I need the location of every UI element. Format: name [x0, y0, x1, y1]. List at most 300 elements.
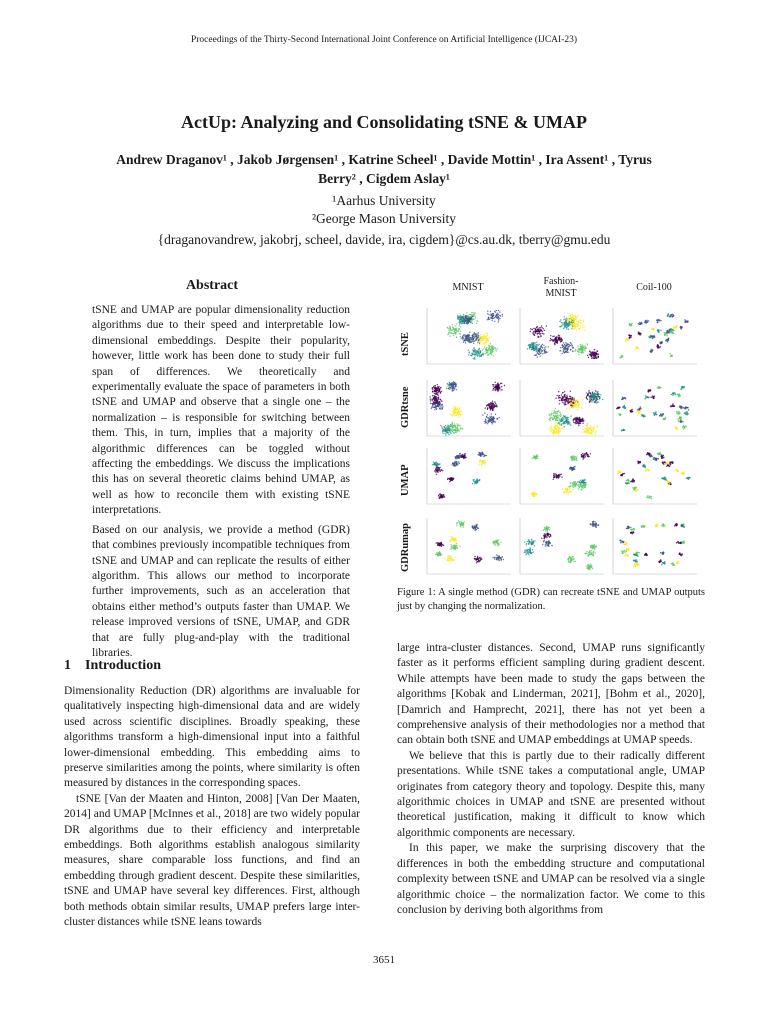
embedding-point: [575, 481, 576, 482]
embedding-point: [485, 422, 486, 423]
embedding-point: [451, 332, 452, 333]
embedding-point: [652, 350, 654, 352]
embedding-point: [488, 314, 489, 315]
embedding-point: [572, 325, 573, 326]
embedding-point: [468, 350, 469, 351]
embedding-point: [542, 344, 543, 345]
embedding-point: [441, 554, 442, 555]
affiliation-1: ¹Aarhus University: [332, 193, 436, 208]
embedding-point: [574, 486, 575, 487]
embedding-point: [588, 391, 589, 392]
embedding-point: [565, 403, 566, 404]
author-list: [60, 150, 708, 188]
embedding-point: [465, 335, 466, 336]
embedding-point: [681, 327, 683, 329]
embedding-point: [473, 479, 474, 480]
embedding-point: [463, 338, 464, 339]
embedding-panel: [516, 446, 606, 508]
embedding-point: [436, 464, 437, 465]
embedding-point: [657, 344, 659, 346]
embedding-point: [463, 524, 464, 525]
embedding-point: [493, 541, 494, 542]
embedding-point: [564, 426, 565, 427]
embedding-point: [448, 428, 449, 429]
embedding-point: [459, 325, 460, 326]
embedding-point: [440, 425, 441, 426]
embedding-point: [533, 345, 534, 346]
embedding-point: [581, 489, 582, 490]
embedding-point: [559, 427, 560, 428]
embedding-point: [456, 523, 457, 524]
embedding-point: [570, 343, 571, 344]
embedding-point: [572, 467, 573, 468]
embedding-point: [459, 333, 460, 334]
embedding-point: [480, 559, 481, 560]
embedding-point: [596, 391, 597, 392]
embedding-point: [530, 493, 531, 494]
embedding-point: [459, 453, 460, 454]
embedding-point: [535, 331, 536, 332]
embedding-point: [553, 473, 554, 474]
embedding-point: [537, 330, 538, 331]
embedding-point: [437, 386, 438, 387]
embedding-point: [497, 348, 498, 349]
embedding-point: [582, 426, 583, 427]
embedding-point: [584, 453, 585, 454]
embedding-point: [534, 334, 535, 335]
embedding-point: [448, 385, 449, 386]
embedding-point: [647, 469, 649, 471]
embedding-point: [498, 388, 499, 389]
embedding-point: [439, 553, 440, 554]
embedding-point: [493, 388, 494, 389]
embedding-point: [570, 560, 571, 561]
embedding-point: [450, 540, 451, 541]
embedding-point: [582, 399, 583, 400]
embedding-point: [566, 349, 567, 350]
embedding-point: [480, 453, 481, 454]
embedding-point: [443, 494, 444, 495]
embedding-point: [497, 545, 498, 546]
embedding-point: [592, 399, 593, 400]
embedding-point: [464, 457, 465, 458]
authors-line-2: Berry² , Cigdem Aslay¹: [318, 171, 450, 186]
embedding-point: [455, 410, 456, 411]
embedding-point: [476, 562, 477, 563]
embedding-point: [573, 485, 574, 486]
embedding-point: [688, 477, 690, 479]
embedding-point: [565, 416, 566, 417]
embedding-point: [687, 407, 689, 409]
embedding-point: [485, 419, 486, 420]
embedding-point: [490, 311, 491, 312]
embedding-point: [554, 432, 555, 433]
embedding-point: [570, 402, 571, 403]
embedding-point: [454, 463, 455, 464]
embedding-point: [445, 425, 446, 426]
figure-column-label-coil-100: Coil-100: [636, 282, 672, 293]
embedding-point: [484, 421, 485, 422]
embedding-point: [554, 423, 555, 424]
embedding-point: [489, 353, 490, 354]
embedding-point: [499, 315, 500, 316]
embedding-point: [593, 430, 594, 431]
embedding-point: [598, 524, 599, 525]
embedding-point: [645, 322, 647, 324]
embedding-point: [448, 332, 449, 333]
embedding-point: [582, 349, 583, 350]
embedding-point: [563, 328, 564, 329]
embedding-point: [565, 488, 566, 489]
embedding-point: [591, 546, 592, 547]
embedding-point: [463, 317, 464, 318]
embedding-point: [637, 489, 639, 491]
embedding-point: [671, 331, 673, 333]
embedding-point: [458, 430, 459, 431]
embedding-point: [550, 417, 551, 418]
embedding-point: [442, 432, 443, 433]
embedding-point: [572, 486, 573, 487]
embedding-point: [568, 325, 569, 326]
embedding-point: [464, 319, 465, 320]
embedding-point: [566, 490, 567, 491]
embedding-point: [500, 542, 501, 543]
embedding-point: [586, 435, 587, 436]
embedding-point: [625, 340, 627, 342]
embedding-point: [449, 432, 450, 433]
embedding-point: [644, 398, 646, 400]
embedding-point: [622, 429, 624, 431]
embedding-point: [593, 393, 594, 394]
embedding-point: [441, 494, 442, 495]
embedding-point: [548, 427, 549, 428]
embedding-point: [647, 396, 649, 398]
embedding-point: [487, 417, 488, 418]
embedding-point: [487, 350, 488, 351]
embedding-point: [479, 348, 480, 349]
embedding-point: [546, 545, 547, 546]
embedding-point: [572, 397, 573, 398]
embedding-point: [571, 558, 572, 559]
embedding-point: [490, 407, 491, 408]
embedding-point: [624, 408, 626, 410]
embedding-point: [595, 356, 596, 357]
embedding-point: [588, 569, 589, 570]
embedding-point: [584, 457, 585, 458]
embedding-point: [572, 457, 573, 458]
embedding-point: [529, 344, 530, 345]
embedding-point: [542, 544, 543, 545]
embedding-point: [594, 395, 595, 396]
embedding-point: [456, 525, 457, 526]
embedding-point: [454, 415, 455, 416]
embedding-point: [445, 431, 446, 432]
embedding-point: [542, 331, 543, 332]
embedding-point: [470, 319, 471, 320]
embedding-point: [594, 525, 595, 526]
embedding-point: [479, 344, 480, 345]
embedding-point: [474, 334, 475, 335]
embedding-point: [455, 540, 456, 541]
embedding-point: [476, 334, 477, 335]
embedding-point: [475, 316, 476, 317]
embedding-point: [482, 353, 483, 354]
embedding-point: [460, 316, 461, 317]
embedding-point: [471, 314, 472, 315]
embedding-point: [470, 355, 471, 356]
embedding-point: [572, 485, 573, 486]
embedding-point: [430, 400, 431, 401]
embedding-point: [455, 539, 456, 540]
embedding-point: [471, 339, 472, 340]
embedding-point: [458, 319, 459, 320]
embedding-point: [461, 428, 462, 429]
embedding-point: [566, 487, 567, 488]
embedding-point: [648, 320, 650, 322]
embedding-point: [449, 560, 450, 561]
embedding-point: [487, 408, 488, 409]
figure-row-label-gdr-tsne: GDRtsne: [400, 386, 411, 428]
embedding-point: [637, 463, 639, 465]
author-emails: {draganovandrew, jakobrj, scheel, davide, ira, cigdem}@cs.au.dk, tberry@gmu.edu: [157, 232, 611, 247]
embedding-point: [492, 390, 493, 391]
embedding-point: [672, 403, 674, 405]
embedding-point: [439, 467, 440, 468]
embedding-point: [558, 397, 559, 398]
embedding-point: [435, 385, 436, 386]
embedding-point: [536, 457, 537, 458]
embedding-point: [537, 458, 538, 459]
embedding-point: [597, 351, 598, 352]
embedding-point: [438, 395, 439, 396]
embedding-point: [565, 320, 566, 321]
embedding-point: [575, 319, 576, 320]
embedding-point: [570, 562, 571, 563]
embedding-point: [554, 344, 555, 345]
embedding-point: [594, 432, 595, 433]
embedding-point: [490, 402, 491, 403]
embedding-point: [595, 433, 596, 434]
abstract-heading: Abstract: [185, 278, 239, 293]
embedding-point: [673, 326, 675, 328]
embedding-point: [531, 347, 532, 348]
embedding-point: [596, 402, 597, 403]
embedding-point: [492, 410, 493, 411]
embedding-point: [687, 320, 689, 322]
embedding-point: [555, 408, 556, 409]
embedding-point: [489, 416, 490, 417]
embedding-point: [576, 418, 577, 419]
embedding-point: [669, 481, 671, 483]
embedding-point: [454, 423, 455, 424]
embedding-point: [452, 540, 453, 541]
embedding-point: [436, 388, 437, 389]
embedding-point: [581, 455, 582, 456]
embedding-point: [576, 420, 577, 421]
embedding-point: [574, 459, 575, 460]
embedding-point: [577, 421, 578, 422]
embedding-point: [567, 326, 568, 327]
embedding-point: [656, 321, 658, 323]
embedding-point: [484, 338, 485, 339]
embedding-point: [436, 402, 437, 403]
embedding-point: [565, 351, 566, 352]
embedding-point: [653, 458, 655, 460]
embedding-point: [451, 423, 452, 424]
embedding-point: [562, 347, 563, 348]
embedding-point: [594, 402, 595, 403]
embedding-point: [577, 399, 578, 400]
embedding-point: [533, 332, 534, 333]
embedding-point: [545, 544, 546, 545]
embedding-point: [524, 541, 525, 542]
embedding-point: [537, 333, 538, 334]
embedding-point: [533, 457, 534, 458]
embedding-point: [533, 551, 534, 552]
embedding-point: [574, 482, 575, 483]
embedding-point: [438, 399, 439, 400]
embedding-point: [447, 429, 448, 430]
embedding-point: [588, 455, 589, 456]
embedding-point: [488, 418, 489, 419]
embedding-point: [546, 541, 547, 542]
embedding-point: [481, 460, 482, 461]
embedding-point: [561, 419, 562, 420]
embedding-point: [452, 408, 453, 409]
embedding-point: [536, 494, 537, 495]
embedding-point: [457, 456, 458, 457]
embedding-point: [571, 328, 572, 329]
embedding-point: [497, 315, 498, 316]
embedding-point: [586, 397, 587, 398]
embedding-point: [455, 425, 456, 426]
embedding-point: [452, 431, 453, 432]
embedding-point: [670, 405, 672, 407]
embedding-point: [590, 425, 591, 426]
embedding-point: [557, 340, 558, 341]
embedding-point: [569, 344, 570, 345]
embedding-point: [531, 343, 532, 344]
embedding-point: [474, 355, 475, 356]
embedding-point: [660, 320, 662, 322]
embedding-point: [578, 488, 579, 489]
embedding-point: [665, 332, 667, 334]
embedding-point: [543, 333, 544, 334]
embedding-point: [474, 332, 475, 333]
embedding-point: [632, 478, 634, 480]
embedding-point: [551, 339, 552, 340]
embedding-point: [478, 455, 479, 456]
embedding-point: [574, 405, 575, 406]
embedding-point: [564, 316, 565, 317]
embedding-point: [554, 413, 555, 414]
embedding-point: [580, 419, 581, 420]
embedding-point: [553, 410, 554, 411]
embedding-point: [494, 317, 495, 318]
embedding-point: [449, 383, 450, 384]
embedding-point: [591, 399, 592, 400]
embedding-point: [494, 405, 495, 406]
embedding-point: [497, 386, 498, 387]
embedding-point: [560, 319, 561, 320]
embedding-point: [495, 403, 496, 404]
embedding-point: [575, 561, 576, 562]
embedding-point: [529, 542, 530, 543]
embedding-point: [475, 558, 476, 559]
embedding-point: [548, 540, 549, 541]
embedding-point: [448, 330, 449, 331]
embedding-point: [619, 472, 621, 474]
embedding-point: [437, 545, 438, 546]
embedding-point: [662, 456, 664, 458]
embedding-point: [479, 356, 480, 357]
embedding-point: [468, 317, 469, 318]
embedding-point: [477, 482, 478, 483]
embedding-point: [453, 426, 454, 427]
embedding-point: [576, 458, 577, 459]
embedding-point: [440, 387, 441, 388]
embedding-point: [498, 543, 499, 544]
embedding-point: [442, 406, 443, 407]
embedding-point: [477, 558, 478, 559]
embedding-point: [560, 347, 561, 348]
embedding-point: [572, 348, 573, 349]
embedding-point: [559, 400, 560, 401]
embedding-point: [627, 482, 629, 484]
embedding-point: [434, 464, 435, 465]
embedding-point: [454, 409, 455, 410]
embedding-point: [619, 406, 621, 408]
embedding-point: [570, 398, 571, 399]
embedding-point: [569, 422, 570, 423]
embedding-point: [557, 343, 558, 344]
embedding-point: [554, 411, 555, 412]
embedding-point: [484, 460, 485, 461]
embedding-point: [464, 334, 465, 335]
embedding-point: [681, 388, 683, 390]
embedding-point: [654, 415, 656, 417]
embedding-point: [451, 329, 452, 330]
embedding-point: [541, 538, 542, 539]
embedding-point: [462, 522, 463, 523]
embedding-point: [457, 522, 458, 523]
embedding-point: [487, 414, 488, 415]
embedding-point: [531, 539, 532, 540]
embedding-panel: [516, 516, 606, 578]
embedding-point: [575, 402, 576, 403]
embedding-point: [481, 455, 482, 456]
embedding-point: [576, 317, 577, 318]
embedding-point: [659, 415, 661, 417]
embedding-point: [483, 348, 484, 349]
embedding-point: [598, 357, 599, 358]
embedding-point: [551, 427, 552, 428]
embedding-point: [574, 458, 575, 459]
embedding-point: [479, 453, 480, 454]
embedding-point: [491, 348, 492, 349]
embedding-point: [566, 328, 567, 329]
embedding-point: [597, 401, 598, 402]
embedding-point: [547, 533, 548, 534]
embedding-point: [488, 421, 489, 422]
embedding-point: [637, 410, 639, 412]
embedding-point: [578, 403, 579, 404]
embedding-point: [452, 384, 453, 385]
embedding-point: [463, 527, 464, 528]
embedding-point: [576, 460, 577, 461]
embedding-point: [439, 390, 440, 391]
embedding-point: [597, 426, 598, 427]
